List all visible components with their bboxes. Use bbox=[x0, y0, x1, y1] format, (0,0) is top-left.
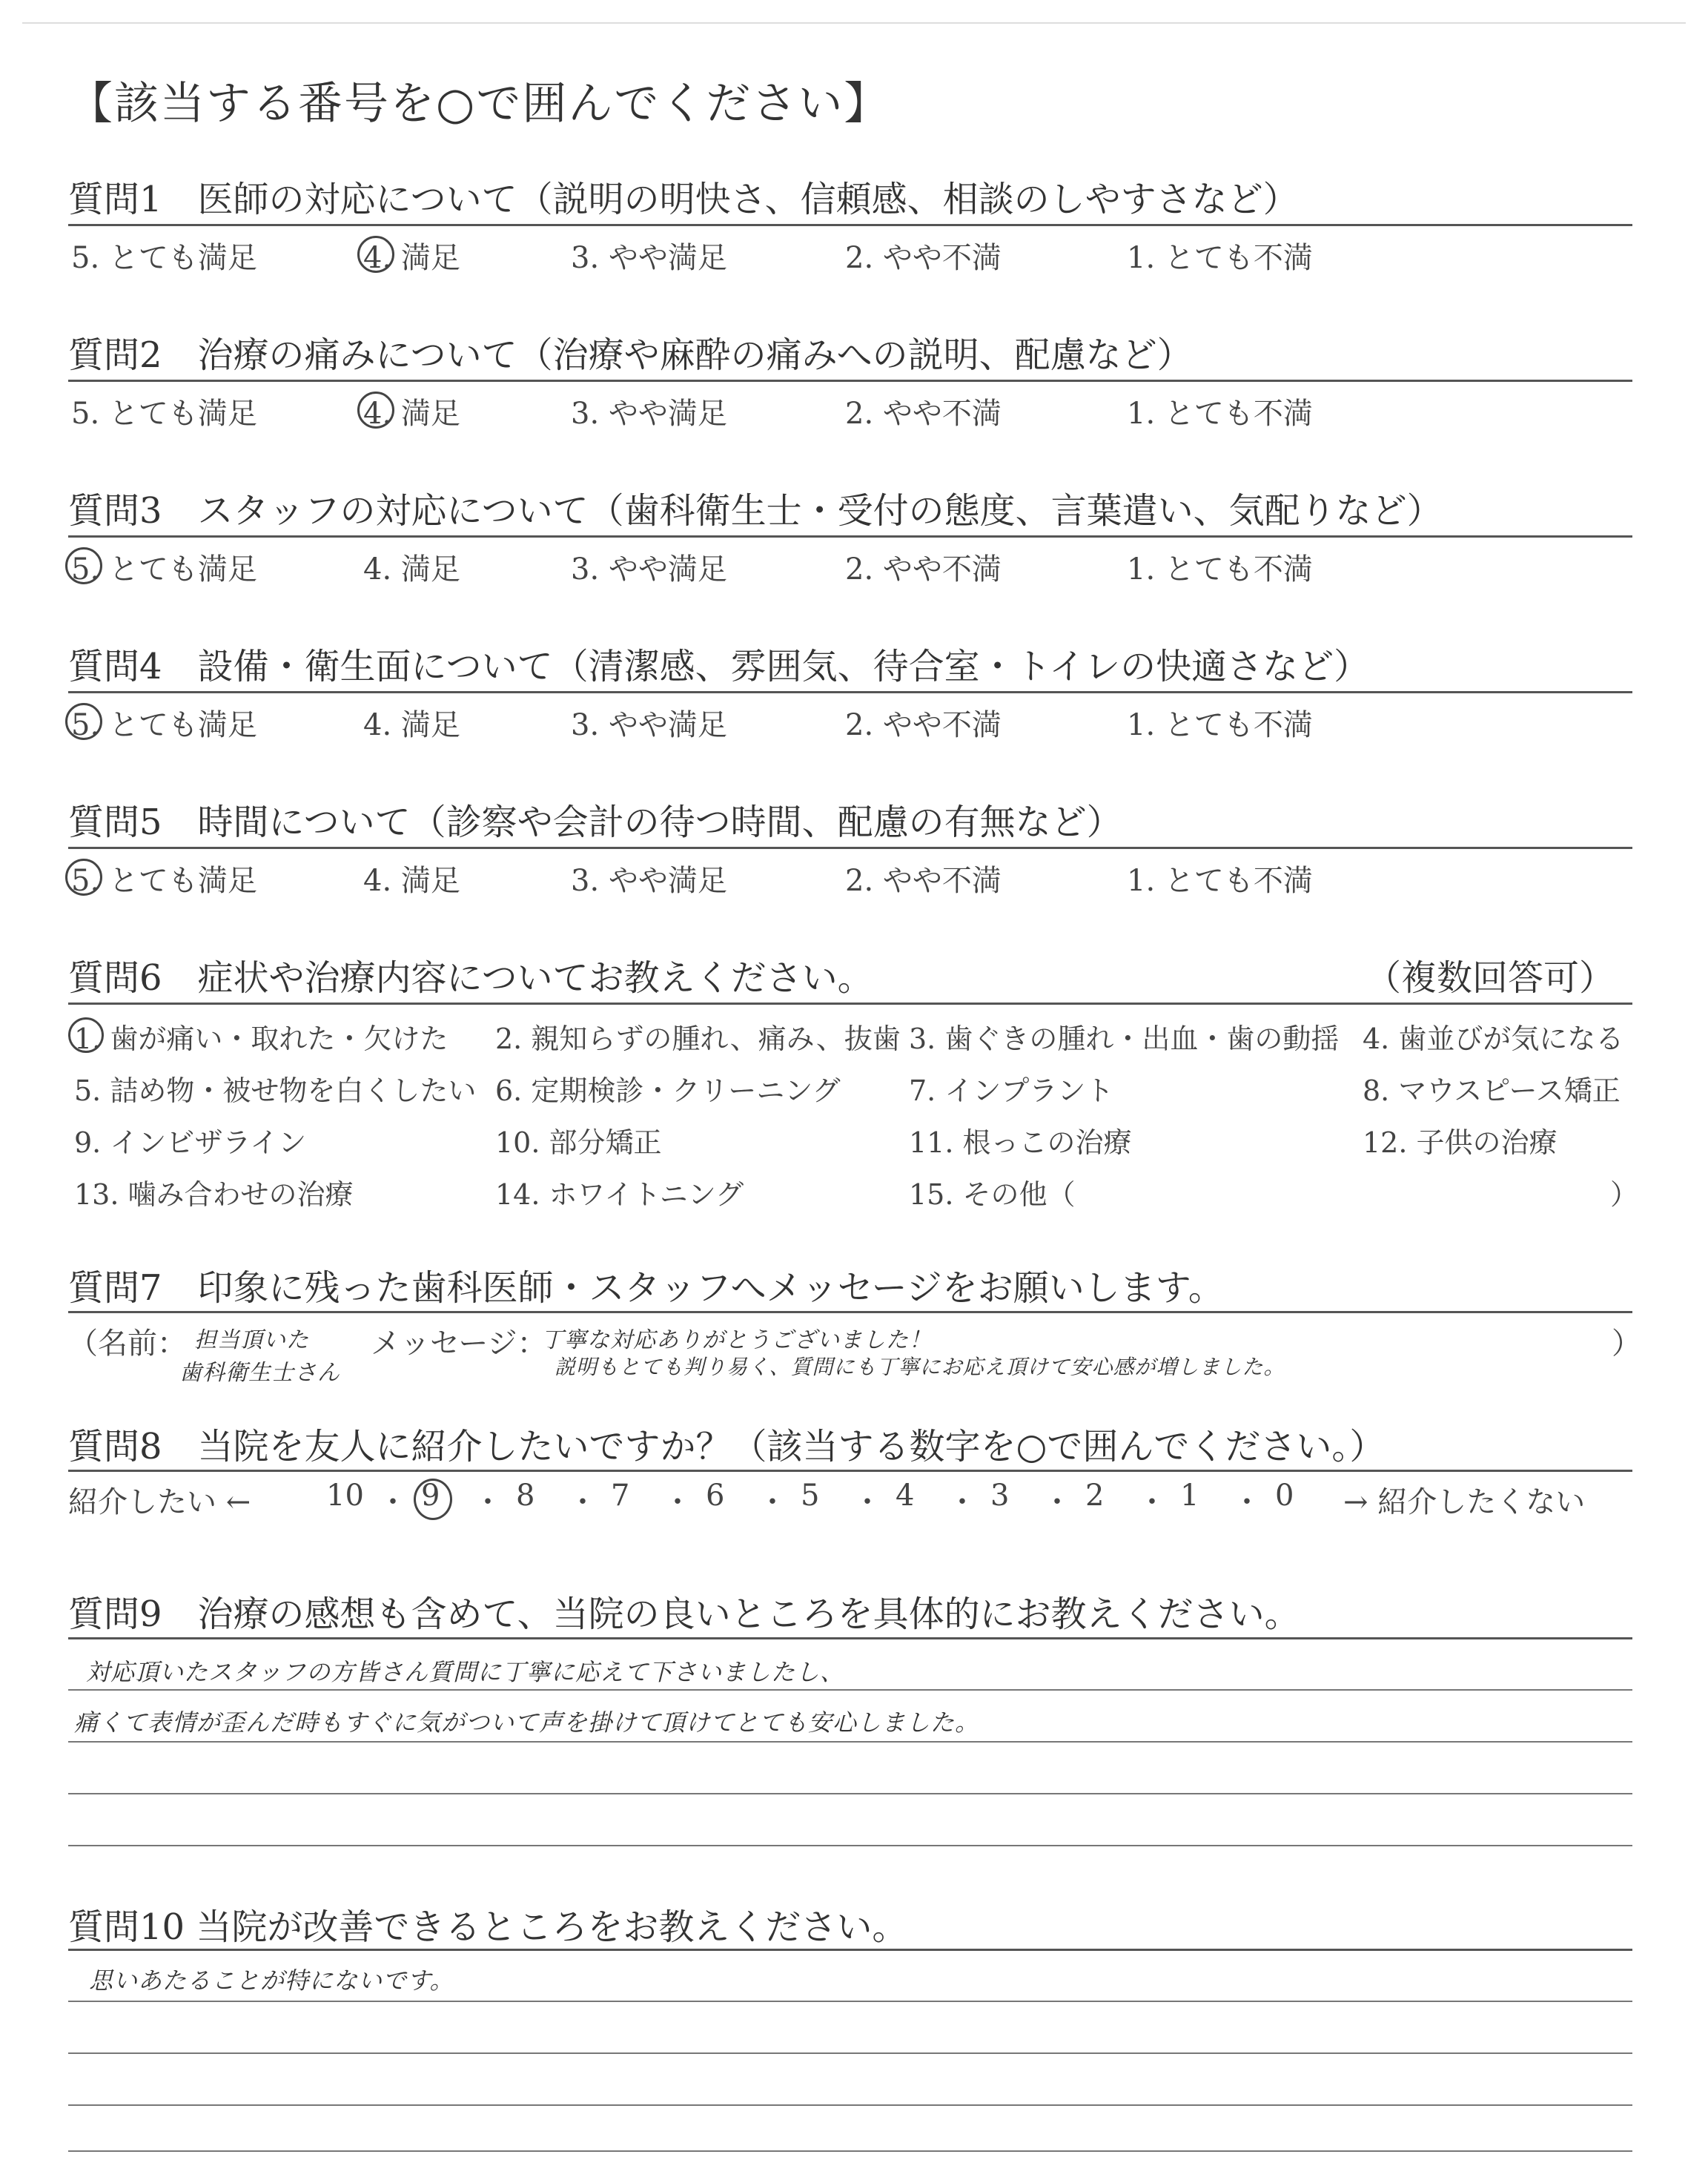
q1-title: 質問1 医師の対応について（説明の明快さ、信頼感、相談のしやすさなど） bbox=[68, 179, 1299, 220]
q8-right-label: → 紹介したくない bbox=[1343, 1485, 1586, 1519]
q1-option-3[interactable]: 3. やや満足 bbox=[571, 241, 727, 275]
q8-separator: ・ bbox=[1137, 1485, 1167, 1519]
q7-message-2: 説明もとても判り易く、質問にも丁寧にお応え頂けて安心感が増しました。 bbox=[555, 1355, 1285, 1379]
q4-title: 質問4 設備・衛生面について（清潔感、雰囲気、待合室・トイレの快適さなど） bbox=[68, 646, 1370, 687]
q1-option-1[interactable]: 1. とても不満 bbox=[1127, 241, 1313, 275]
q9-title: 質問9 治療の感想も含めて、当院の良いところを具体的にお教えください。 bbox=[68, 1593, 1300, 1635]
q8-scale-6[interactable]: 6 bbox=[706, 1479, 725, 1513]
q6-option-8[interactable]: 8. マウスピース矯正 bbox=[1363, 1074, 1621, 1107]
q9-answer-1: 対応頂いたスタッフの方皆さん質問に丁寧に応えて下さいましたし、 bbox=[86, 1658, 845, 1686]
q7-name-value-2: 歯科衛生士さん bbox=[179, 1360, 340, 1386]
q10-line-1 bbox=[68, 2001, 1632, 2002]
q4-rule bbox=[68, 691, 1632, 693]
q4-option-3[interactable]: 3. やや満足 bbox=[571, 708, 727, 742]
q4-option-2[interactable]: 2. やや不満 bbox=[845, 708, 1002, 742]
q6-option-3[interactable]: 3. 歯ぐきの腫れ・出血・歯の動揺 bbox=[909, 1023, 1340, 1055]
q8-separator: ・ bbox=[473, 1485, 503, 1519]
q6-selected-circle bbox=[68, 1017, 104, 1053]
q9-rule bbox=[68, 1637, 1632, 1639]
q8-scale-2[interactable]: 2 bbox=[1085, 1479, 1105, 1513]
q8-rule bbox=[68, 1470, 1632, 1472]
q8-separator: ・ bbox=[853, 1485, 882, 1519]
q8-left-label: 紹介したい ← bbox=[68, 1485, 251, 1519]
q6-note: （複数回答可） bbox=[1366, 957, 1615, 999]
q5-option-1[interactable]: 1. とても不満 bbox=[1127, 864, 1313, 898]
q10-answer-1: 思いあたることが特にないです。 bbox=[89, 1966, 454, 1995]
q9-answer-2: 痛くて表情が歪んだ時もすぐに気がついて声を掛けて頂けてとても安心しました。 bbox=[74, 1708, 980, 1737]
q3-option-1[interactable]: 1. とても不満 bbox=[1127, 552, 1313, 587]
q6-option-9[interactable]: 9. インビザライン bbox=[74, 1126, 307, 1159]
q7-message-1: 丁寧な対応ありがとうございました！ bbox=[541, 1327, 932, 1353]
q2-rule bbox=[68, 380, 1632, 382]
q10-line-2 bbox=[68, 2052, 1632, 2054]
q3-option-3[interactable]: 3. やや満足 bbox=[571, 552, 727, 587]
q2-selected-circle bbox=[357, 392, 394, 429]
q3-option-4[interactable]: 4. 満足 bbox=[363, 552, 460, 587]
q8-scale-5[interactable]: 5 bbox=[801, 1479, 820, 1513]
q6-option-14[interactable]: 14. ホワイトニング bbox=[495, 1178, 744, 1211]
q1-option-2[interactable]: 2. やや不満 bbox=[845, 241, 1002, 275]
q8-separator: ・ bbox=[1042, 1485, 1072, 1519]
q9-line-1 bbox=[68, 1689, 1632, 1691]
q8-separator: ・ bbox=[568, 1485, 598, 1519]
q4-option-5[interactable]: 5. とても満足 bbox=[71, 708, 257, 742]
q7-title: 質問7 印象に残った歯科医師・スタッフへメッセージをお願いします。 bbox=[68, 1267, 1224, 1309]
q6-option-6[interactable]: 6. 定期検診・クリーニング bbox=[495, 1074, 841, 1107]
q8-separator: ・ bbox=[1232, 1485, 1262, 1519]
q7-message-label: メッセージ： bbox=[371, 1327, 547, 1361]
q6-option-1[interactable]: 1. 歯が痛い・取れた・欠けた bbox=[74, 1023, 448, 1055]
q2-option-4[interactable]: 4. 満足 bbox=[363, 397, 460, 431]
q2-option-3[interactable]: 3. やや満足 bbox=[571, 397, 727, 431]
q4-selected-circle bbox=[65, 703, 102, 740]
q3-option-5[interactable]: 5. とても満足 bbox=[71, 552, 257, 587]
q6-title: 質問6 症状や治療内容についてお教えください。 bbox=[68, 957, 873, 999]
q8-scale-10[interactable]: 10 bbox=[326, 1479, 364, 1513]
q6-option-4[interactable]: 4. 歯並びが気になる bbox=[1363, 1023, 1624, 1055]
q8-scale-8[interactable]: 8 bbox=[516, 1479, 535, 1513]
q8-title: 質問8 当院を友人に紹介したいですか？（該当する数字を○で囲んでください。） bbox=[68, 1426, 1386, 1467]
q8-scale-3[interactable]: 3 bbox=[990, 1479, 1010, 1513]
q10-line-3 bbox=[68, 2104, 1632, 2106]
q1-option-4[interactable]: 4. 満足 bbox=[363, 241, 460, 275]
q8-scale-1[interactable]: 1 bbox=[1180, 1479, 1199, 1513]
q8-scale-0[interactable]: 0 bbox=[1275, 1479, 1294, 1513]
q5-selected-circle bbox=[65, 859, 102, 896]
q2-option-2[interactable]: 2. やや不満 bbox=[845, 397, 1002, 431]
q2-title: 質問2 治療の痛みについて（治療や麻酔の痛みへの説明、配慮など） bbox=[68, 334, 1193, 376]
q6-option-15[interactable]: 15. その他（ bbox=[909, 1178, 1076, 1211]
q5-option-5[interactable]: 5. とても満足 bbox=[71, 864, 257, 898]
q1-option-5[interactable]: 5. とても満足 bbox=[71, 241, 257, 275]
q1-selected-circle bbox=[357, 236, 394, 273]
q8-separator: ・ bbox=[758, 1485, 787, 1519]
q10-line-4 bbox=[68, 2150, 1632, 2152]
q3-selected-circle bbox=[65, 547, 102, 584]
q10-title: 質問10 当院が改善できるところをお教えください。 bbox=[68, 1906, 908, 1948]
q7-name-label: （名前： bbox=[68, 1327, 187, 1361]
q5-title: 質問5 時間について（診察や会計の待つ時間、配慮の有無など） bbox=[68, 802, 1122, 843]
q8-separator: ・ bbox=[947, 1485, 977, 1519]
q8-scale-7[interactable]: 7 bbox=[611, 1479, 630, 1513]
q7-close-paren: ） bbox=[1612, 1327, 1641, 1361]
q10-rule bbox=[68, 1949, 1632, 1951]
q5-option-4[interactable]: 4. 満足 bbox=[363, 864, 460, 898]
q8-scale-9[interactable]: 9 bbox=[421, 1479, 440, 1513]
q6-option-10[interactable]: 10. 部分矯正 bbox=[495, 1126, 662, 1159]
q2-option-5[interactable]: 5. とても満足 bbox=[71, 397, 257, 431]
q2-option-1[interactable]: 1. とても不満 bbox=[1127, 397, 1313, 431]
q6-rule bbox=[68, 1003, 1632, 1005]
q8-separator: ・ bbox=[378, 1485, 408, 1519]
q9-line-4 bbox=[68, 1845, 1632, 1846]
page-heading: 【該当する番号を○で囲んでください】 bbox=[68, 78, 890, 130]
q3-title: 質問3 スタッフの対応について（歯科衛生士・受付の態度、言葉遣い、気配りなど） bbox=[68, 490, 1443, 532]
q9-line-2 bbox=[68, 1741, 1632, 1743]
q3-option-2[interactable]: 2. やや不満 bbox=[845, 552, 1002, 587]
q1-rule bbox=[68, 224, 1632, 226]
q6-other-close: ） bbox=[1610, 1178, 1639, 1211]
q8-selected-circle bbox=[414, 1479, 452, 1520]
top-border bbox=[22, 22, 1686, 24]
q6-option-11[interactable]: 11. 根っこの治療 bbox=[909, 1126, 1132, 1159]
q5-option-2[interactable]: 2. やや不満 bbox=[845, 864, 1002, 898]
q3-rule bbox=[68, 535, 1632, 538]
q5-rule bbox=[68, 847, 1632, 849]
q6-option-7[interactable]: 7. インプラント bbox=[909, 1074, 1114, 1107]
q6-option-5[interactable]: 5. 詰め物・被せ物を白くしたい bbox=[74, 1074, 477, 1107]
q8-scale-4[interactable]: 4 bbox=[896, 1479, 915, 1513]
q7-name-value-1: 担当頂いた bbox=[194, 1327, 309, 1353]
q7-rule bbox=[68, 1311, 1632, 1313]
q6-option-13[interactable]: 13. 噛み合わせの治療 bbox=[74, 1178, 354, 1211]
q4-option-1[interactable]: 1. とても不満 bbox=[1127, 708, 1313, 742]
q4-option-4[interactable]: 4. 満足 bbox=[363, 708, 460, 742]
q9-line-3 bbox=[68, 1793, 1632, 1794]
q5-option-3[interactable]: 3. やや満足 bbox=[571, 864, 727, 898]
q6-option-2[interactable]: 2. 親知らずの腫れ、痛み、抜歯 bbox=[495, 1023, 901, 1055]
q6-option-12[interactable]: 12. 子供の治療 bbox=[1363, 1126, 1558, 1159]
q8-separator: ・ bbox=[663, 1485, 692, 1519]
